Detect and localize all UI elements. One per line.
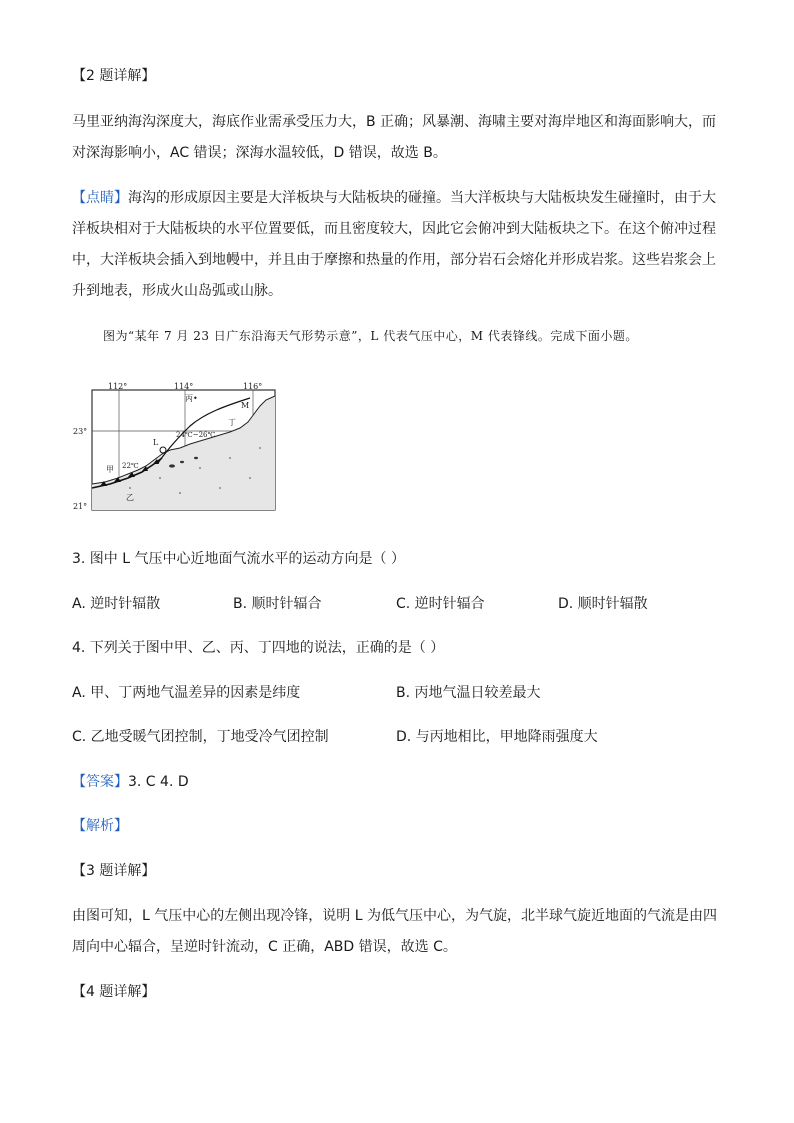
q3-explanation-line1: 由图可知，L 气压中心的左侧出现冷锋，说明 L 为低气压中心，为气旋，北半球气旋近地面的气流是由四 <box>72 908 717 924</box>
tip-text-1: 海沟的形成原因主要是大洋板块与大陆板块的碰撞。当大洋板块与大陆板块发生碰撞时，由于大 <box>128 190 716 206</box>
label-ding: 丁 <box>228 418 236 427</box>
label-m: M <box>241 401 250 410</box>
q3-option-d: D. 顺时针辐散 <box>558 596 648 612</box>
label-l: L <box>153 438 159 447</box>
q3-explanation-line2: 周向中心辐合，呈逆时针流动，C 正确，ABD 错误，故选 C。 <box>72 939 457 955</box>
figure-caption: 图为“某年 7 月 23 日广东沿海天气形势示意”，L 代表气压中心，M 代表锋线。完成下面小题。 <box>103 329 638 343</box>
tip-line2: 洋板块相对于大陆板块的水平位置要低，而且密度较大，因此它会俯冲到大陆板块之下。在这个俯冲过程 <box>72 221 716 237</box>
section-header-q2 <box>72 66 155 86</box>
temp-label-jia: 22℃ <box>122 462 139 470</box>
q3-option-c: C. 逆时针辐合 <box>396 596 485 612</box>
q4-stem: 4. 下列关于图中甲、乙、丙、丁四地的说法，正确的是（ ） <box>72 640 445 656</box>
lon-label-112: 112° <box>108 382 128 391</box>
q4-option-a: A. 甲、丁两地气温差异的因素是纬度 <box>72 685 301 701</box>
label-jia: 甲 <box>106 465 114 474</box>
tip-label: 【点睛】 <box>72 190 128 206</box>
bracket-close: 】 <box>141 984 156 1000</box>
bracket-close: 】 <box>141 863 156 879</box>
tip-line3: 中，大洋板块会插入到地幔中，并且由于摩擦和热量的作用，部分岩石会熔化并形成岩浆。这些岩浆会上 <box>72 252 716 268</box>
q4-option-b: B. 丙地气温日较差最大 <box>396 685 541 701</box>
island-2 <box>180 461 184 463</box>
q2-explanation-line1: 马里亚纳海沟深度大，海底作业需承受压力大，B 正确；风暴潮、海啸主要对海岸地区和海面影响大，而 <box>72 114 717 130</box>
island-3 <box>194 457 198 459</box>
section-title: 3 题详解 <box>86 863 142 879</box>
answer-label: 【答案】 <box>72 774 128 790</box>
q3-stem: 3. 图中 L 气压中心近地面气流水平的运动方向是（ ） <box>72 551 405 567</box>
temp-label-ding: 24℃~26℃ <box>176 431 216 439</box>
bracket-close: 】 <box>141 68 156 84</box>
bracket-open: 【 <box>72 863 86 879</box>
island-1 <box>169 464 175 467</box>
label-bing: 丙• <box>185 394 198 403</box>
tip-line4: 升到地表，形成火山岛弧或山脉。 <box>72 283 282 299</box>
q2-explanation-line2: 对深海影响小，AC 错误；深海水温较低，D 错误，故选 B。 <box>72 145 447 161</box>
bracket-open: 【 <box>72 984 86 1000</box>
answer-line <box>72 772 189 792</box>
lat-label-21: 21° <box>73 502 88 511</box>
section-header-q4 <box>72 982 155 1002</box>
weather-map <box>70 378 285 518</box>
section-title: 4 题详解 <box>86 984 142 1000</box>
lon-label-116: 116° <box>243 382 263 391</box>
tip-line1 <box>72 188 716 208</box>
section-header-q3 <box>72 861 155 881</box>
q4-option-c: C. 乙地受暖气团控制，丁地受冷气团控制 <box>72 729 329 745</box>
lon-label-114: 114° <box>174 382 194 391</box>
q3-option-a: A. 逆时针辐散 <box>72 596 161 612</box>
answer-value: 3. C 4. D <box>128 774 189 790</box>
label-yi: 乙 <box>126 493 134 502</box>
analysis-label: 【解析】 <box>72 818 128 834</box>
section-title: 2 题详解 <box>86 68 142 84</box>
lat-label-23: 23° <box>73 427 88 436</box>
q3-option-b: B. 顺时针辐合 <box>233 596 322 612</box>
bracket-open: 【 <box>72 68 86 84</box>
q4-option-d: D. 与丙地相比，甲地降雨强度大 <box>396 729 598 745</box>
